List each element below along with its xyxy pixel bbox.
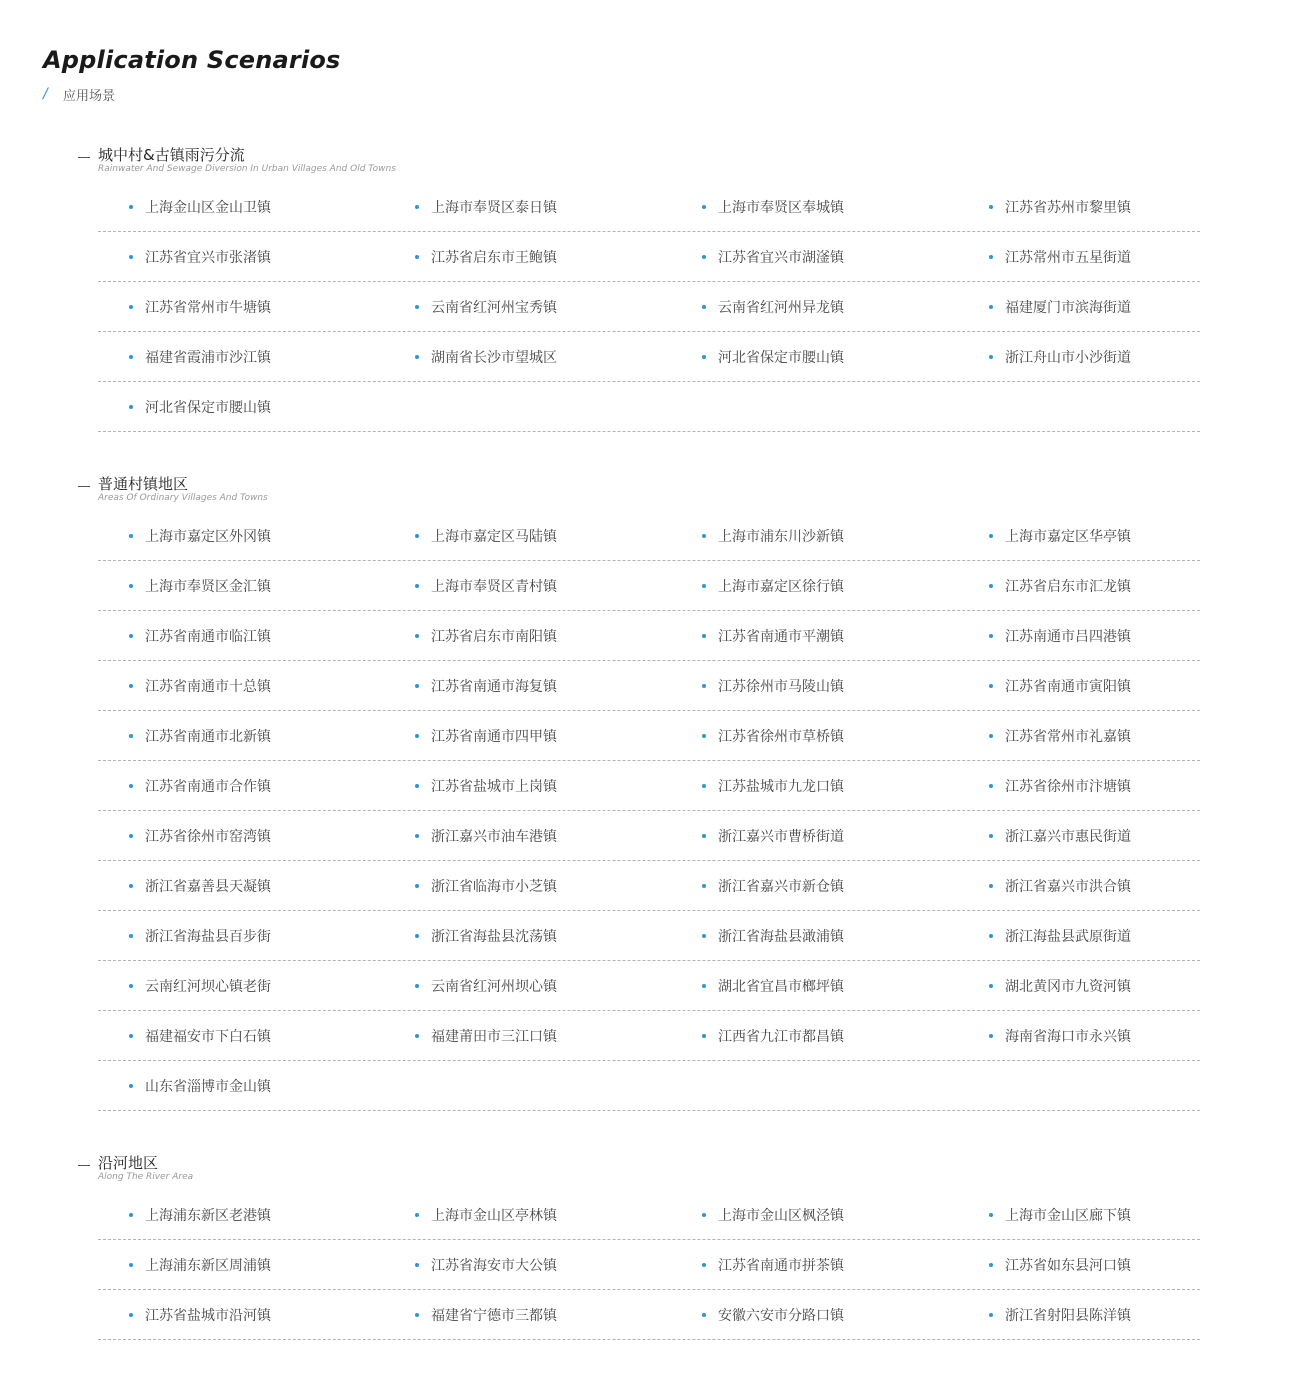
list-item [989,1240,1131,1289]
bullet-icon [129,1313,133,1317]
bullet-icon [702,634,706,638]
place-name: 上海市奉贤区泰日镇 [431,199,557,216]
place-grid [98,1190,1200,1340]
place-name: 浙江嘉兴市惠民街道 [1005,828,1131,845]
bullet-icon [702,584,706,588]
table-row [98,282,1200,332]
place-name: 江苏省苏州市黎里镇 [1005,199,1131,216]
section-subtitle-en: Areas Of Ordinary Villages And Towns [98,493,268,503]
place-name: 上海浦东新区老港镇 [145,1207,271,1224]
bullet-icon [989,584,993,588]
bullet-icon [702,534,706,538]
bullet-icon [129,934,133,938]
list-item [989,511,1131,560]
bullet-icon [989,884,993,888]
bullet-icon [415,1263,419,1267]
bullet-icon [129,1084,133,1088]
place-name: 江苏常州市五星街道 [1005,249,1131,266]
bullet-icon [129,205,133,209]
place-name: 江苏省南通市平潮镇 [718,628,844,645]
place-name: 江苏省宜兴市湖滏镇 [718,249,844,266]
table-row [98,232,1200,282]
list-item [702,561,844,610]
place-name: 上海市嘉定区徐行镇 [718,578,844,595]
bullet-icon [129,584,133,588]
list-item [415,811,557,860]
place-name: 江苏省常州市牛塘镇 [145,299,271,316]
list-item [702,1240,844,1289]
bullet-icon [415,205,419,209]
list-item [415,282,557,331]
place-name: 江苏省南通市拼茶镇 [718,1257,844,1274]
list-item [415,711,557,760]
place-name: 湖南省长沙市望城区 [431,349,557,366]
place-name: 云南省红河州坝心镇 [431,978,557,995]
table-row [98,611,1200,661]
list-item [415,911,557,960]
table-row [98,1240,1200,1290]
place-name: 江苏省徐州市窑湾镇 [145,828,271,845]
place-grid [98,511,1200,1111]
bullet-icon [989,834,993,838]
dash-marker [78,1165,90,1166]
place-name: 江苏省南通市四甲镇 [431,728,557,745]
place-name: 上海市奉贤区金汇镇 [145,578,271,595]
bullet-icon [415,684,419,688]
place-name: 福建省霞浦市沙江镇 [145,349,271,366]
bullet-icon [702,1263,706,1267]
list-item [989,561,1131,610]
place-name: 山东省淄博市金山镇 [145,1078,271,1095]
table-row [98,561,1200,611]
place-name: 上海市金山区廊下镇 [1005,1207,1131,1224]
place-name: 浙江舟山市小沙街道 [1005,349,1131,366]
list-item [415,1290,557,1339]
list-item [415,561,557,610]
list-item [129,1290,271,1339]
place-name: 海南省海口市永兴镇 [1005,1028,1131,1045]
place-name: 上海市奉贤区青村镇 [431,578,557,595]
section-subtitle-en: Rainwater And Sewage Diversion In Urban Villages And Old Towns [98,164,396,174]
place-grid [98,182,1200,432]
place-name: 湖北黄冈市九资河镇 [1005,978,1131,995]
bullet-icon [415,255,419,259]
list-item [989,861,1131,910]
bullet-icon [415,534,419,538]
bullet-icon [415,1313,419,1317]
list-item [989,811,1131,860]
list-item [129,561,271,610]
list-item [129,711,271,760]
bullet-icon [129,1213,133,1217]
bullet-icon [702,784,706,788]
table-row [98,332,1200,382]
place-name: 江苏南通市吕四港镇 [1005,628,1131,645]
place-name: 江苏省徐州市汴塘镇 [1005,778,1131,795]
table-row [98,382,1200,432]
place-name: 江苏省常州市礼嘉镇 [1005,728,1131,745]
list-item [129,382,271,431]
bullet-icon [989,305,993,309]
bullet-icon [415,355,419,359]
place-name: 江苏省南通市合作镇 [145,778,271,795]
bullet-icon [989,734,993,738]
slash-divider: / [43,86,48,102]
bullet-icon [415,934,419,938]
bullet-icon [989,784,993,788]
page-title: Application Scenarios [43,46,341,74]
place-name: 上海浦东新区周浦镇 [145,1257,271,1274]
place-name: 浙江省嘉善县天凝镇 [145,878,271,895]
list-item [702,661,844,710]
place-name: 江苏徐州市马陵山镇 [718,678,844,695]
list-item [989,611,1131,660]
list-item [129,1190,271,1239]
bullet-icon [989,1034,993,1038]
bullet-icon [415,634,419,638]
bullet-icon [129,305,133,309]
list-item [702,961,844,1010]
bullet-icon [129,634,133,638]
place-name: 上海市金山区枫泾镇 [718,1207,844,1224]
list-item [989,1011,1131,1060]
place-name: 江苏盐城市九龙口镇 [718,778,844,795]
place-name: 江苏省南通市临江镇 [145,628,271,645]
bullet-icon [989,1313,993,1317]
place-name: 江苏省宜兴市张渚镇 [145,249,271,266]
bullet-icon [129,884,133,888]
list-item [989,661,1131,710]
bullet-icon [989,1213,993,1217]
list-item [415,182,557,231]
bullet-icon [702,984,706,988]
section-subtitle-en: Along The River Area [98,1172,194,1182]
bullet-icon [702,834,706,838]
bullet-icon [129,534,133,538]
place-name: 浙江海盐县武原街道 [1005,928,1131,945]
place-name: 江苏省南通市寅阳镇 [1005,678,1131,695]
bullet-icon [129,355,133,359]
page-subtitle: 应用场景 [63,88,116,104]
bullet-icon [702,255,706,259]
place-name: 云南省红河州宝秀镇 [431,299,557,316]
bullet-icon [989,634,993,638]
list-item [129,1240,271,1289]
list-item [702,1190,844,1239]
bullet-icon [415,1034,419,1038]
bullet-icon [989,934,993,938]
list-item [702,761,844,810]
table-row [98,1011,1200,1061]
bullet-icon [989,534,993,538]
place-name: 浙江嘉兴市曹桥街道 [718,828,844,845]
place-name: 上海市金山区亭林镇 [431,1207,557,1224]
table-row [98,861,1200,911]
list-item [129,861,271,910]
place-name: 浙江省海盐县澉浦镇 [718,928,844,945]
bullet-icon [989,205,993,209]
place-name: 江苏省盐城市上岗镇 [431,778,557,795]
bullet-icon [702,355,706,359]
place-name: 河北省保定市腰山镇 [718,349,844,366]
list-item [415,1240,557,1289]
list-item [129,611,271,660]
place-name: 江苏省启东市南阳镇 [431,628,557,645]
bullet-icon [415,834,419,838]
place-name: 江苏省南通市十总镇 [145,678,271,695]
place-name: 浙江省临海市小芝镇 [431,878,557,895]
bullet-icon [702,1313,706,1317]
list-item [702,1011,844,1060]
bullet-icon [415,1213,419,1217]
list-item [415,511,557,560]
list-item [129,911,271,960]
list-item [129,761,271,810]
bullet-icon [415,884,419,888]
bullet-icon [415,305,419,309]
place-name: 江苏省如东县河口镇 [1005,1257,1131,1274]
bullet-icon [129,784,133,788]
dash-marker [78,486,90,487]
table-row [98,1290,1200,1340]
list-item [702,282,844,331]
bullet-icon [989,355,993,359]
place-name: 福建厦门市滨海街道 [1005,299,1131,316]
bullet-icon [702,684,706,688]
bullet-icon [989,684,993,688]
place-name: 江苏省海安市大公镇 [431,1257,557,1274]
bullet-icon [415,784,419,788]
bullet-icon [129,984,133,988]
bullet-icon [129,255,133,259]
list-item [989,961,1131,1010]
table-row [98,811,1200,861]
place-name: 江苏省盐城市沿河镇 [145,1307,271,1324]
section-title: 城中村&古镇雨污分流 [98,146,245,164]
place-name: 上海市嘉定区华亭镇 [1005,528,1131,545]
list-item [989,911,1131,960]
list-item [702,182,844,231]
list-item [415,332,557,381]
bullet-icon [702,205,706,209]
bullet-icon [702,734,706,738]
table-row [98,661,1200,711]
list-item [415,961,557,1010]
list-item [702,911,844,960]
place-name: 上海市浦东川沙新镇 [718,528,844,545]
place-name: 福建莆田市三江口镇 [431,1028,557,1045]
bullet-icon [129,834,133,838]
place-name: 安徽六安市分路口镇 [718,1307,844,1324]
bullet-icon [989,1263,993,1267]
place-name: 江苏省南通市海复镇 [431,678,557,695]
bullet-icon [989,984,993,988]
list-item [702,511,844,560]
list-item [989,1190,1131,1239]
list-item [989,332,1131,381]
dash-marker [78,157,90,158]
list-item [702,611,844,660]
list-item [989,232,1131,281]
place-name: 河北省保定市腰山镇 [145,399,271,416]
place-name: 云南省红河州异龙镇 [718,299,844,316]
place-name: 江苏省启东市汇龙镇 [1005,578,1131,595]
list-item [989,282,1131,331]
list-item [129,961,271,1010]
list-item [129,232,271,281]
bullet-icon [702,934,706,938]
list-item [989,761,1131,810]
bullet-icon [129,684,133,688]
list-item [702,232,844,281]
place-name: 上海市奉贤区奉城镇 [718,199,844,216]
list-item [129,811,271,860]
table-row [98,961,1200,1011]
place-name: 上海市嘉定区马陆镇 [431,528,557,545]
place-name: 上海金山区金山卫镇 [145,199,271,216]
list-item [415,661,557,710]
place-name: 浙江省海盐县百步街 [145,928,271,945]
list-item [415,611,557,660]
place-name: 福建省宁德市三都镇 [431,1307,557,1324]
list-item [129,661,271,710]
section-title: 沿河地区 [98,1154,159,1172]
list-item [702,711,844,760]
place-name: 江苏省启东市王鲍镇 [431,249,557,266]
table-row [98,911,1200,961]
bullet-icon [989,255,993,259]
bullet-icon [415,734,419,738]
list-item [415,761,557,810]
list-item [129,1011,271,1060]
list-item [989,182,1131,231]
bullet-icon [702,305,706,309]
list-item [702,1290,844,1339]
list-item [415,1011,557,1060]
list-item [129,332,271,381]
place-name: 江西省九江市都昌镇 [718,1028,844,1045]
place-name: 浙江省嘉兴市新仓镇 [718,878,844,895]
list-item [702,332,844,381]
bullet-icon [702,1213,706,1217]
table-row [98,1190,1200,1240]
list-item [415,861,557,910]
bullet-icon [415,584,419,588]
place-name: 浙江省射阳县陈洋镇 [1005,1307,1131,1324]
bullet-icon [129,405,133,409]
list-item [129,511,271,560]
list-item [702,861,844,910]
place-name: 浙江省嘉兴市洪合镇 [1005,878,1131,895]
bullet-icon [702,1034,706,1038]
bullet-icon [129,1263,133,1267]
table-row [98,711,1200,761]
list-item [129,282,271,331]
list-item [415,1190,557,1239]
bullet-icon [702,884,706,888]
table-row [98,761,1200,811]
list-item [702,811,844,860]
list-item [989,711,1131,760]
list-item [129,182,271,231]
table-row [98,511,1200,561]
bullet-icon [129,1034,133,1038]
page-subtitle-row [43,85,115,103]
list-item [129,1061,271,1110]
place-name: 上海市嘉定区外冈镇 [145,528,271,545]
table-row [98,1061,1200,1111]
place-name: 福建福安市下白石镇 [145,1028,271,1045]
place-name: 浙江嘉兴市油车港镇 [431,828,557,845]
place-name: 云南红河坝心镇老街 [145,978,271,995]
place-name: 浙江省海盐县沈荡镇 [431,928,557,945]
bullet-icon [415,984,419,988]
bullet-icon [129,734,133,738]
place-name: 江苏省南通市北新镇 [145,728,271,745]
section-title: 普通村镇地区 [98,475,189,493]
list-item [989,1290,1131,1339]
list-item [415,232,557,281]
table-row [98,182,1200,232]
place-name: 湖北省宜昌市榔坪镇 [718,978,844,995]
place-name: 江苏省徐州市草桥镇 [718,728,844,745]
